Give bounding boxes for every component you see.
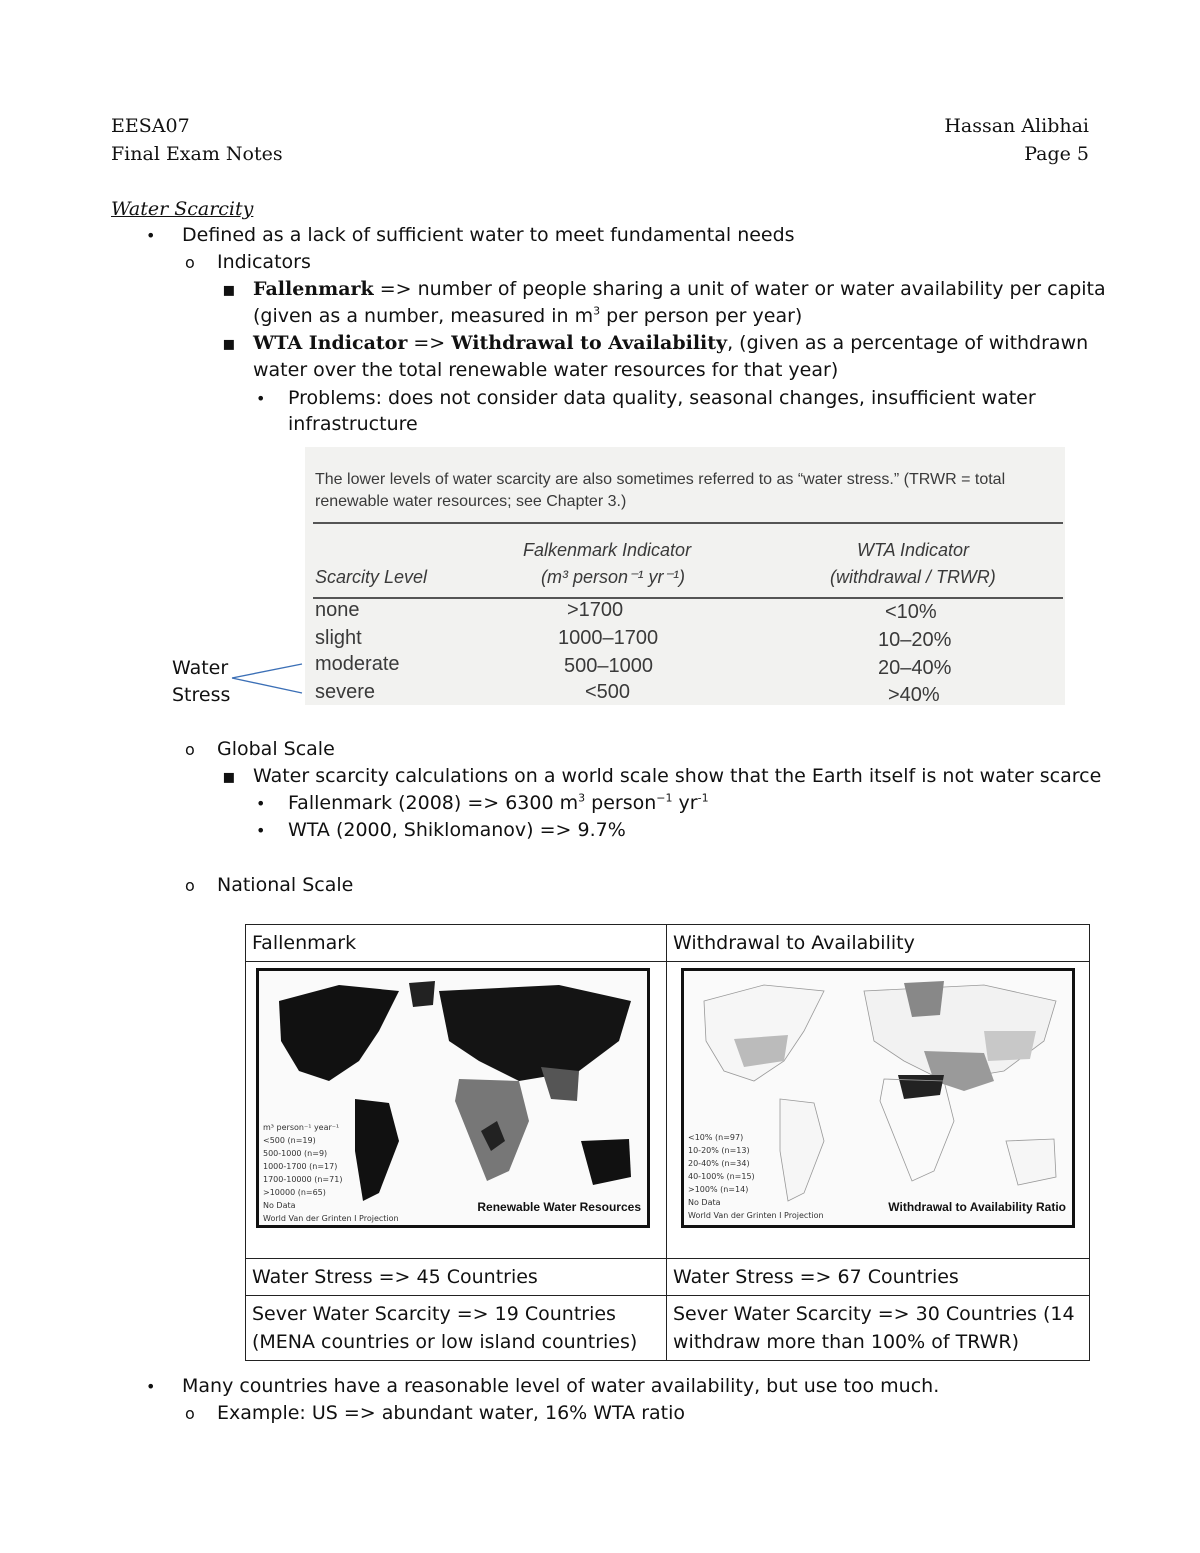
global-wta: WTA (2000, Shiklomanov) => 9.7%: [288, 819, 626, 841]
fallenmark-unit-sup: 3: [593, 304, 601, 318]
row-falkenmark: >1700: [567, 599, 624, 621]
severe-line-1: Sever Water Scarcity => 30 Countries (14: [673, 1303, 1075, 1325]
legend-item: >10000 (n=65): [263, 1188, 326, 1197]
water-stress-label-2: Stress: [172, 684, 231, 706]
legend-item: >100% (n=14): [688, 1185, 749, 1194]
severe-line-1: Sever Water Scarcity => 19 Countries: [252, 1303, 616, 1325]
global-falk-sup2: −1: [656, 791, 673, 805]
bullet-circle: [185, 249, 195, 276]
legend-item: World Van der Grinten I Projection: [263, 1214, 399, 1223]
map2-legend: [688, 1131, 824, 1222]
table-row: [246, 962, 1090, 1259]
bullet-disc: [256, 817, 265, 844]
bullet-circle: [185, 1400, 195, 1427]
legend-item: <500 (n=19): [263, 1136, 316, 1145]
legend-item: m³ person⁻¹ year⁻¹: [263, 1123, 340, 1132]
water-stress-label-1: Water: [172, 657, 229, 679]
severe-count-wta: [667, 1296, 1090, 1361]
map-cell-fallenmark: [246, 962, 667, 1259]
row-wta: >40%: [888, 684, 940, 706]
map1-legend: [263, 1121, 399, 1225]
document-title: Final Exam Notes: [111, 143, 283, 165]
row-falkenmark: <500: [585, 681, 631, 703]
problems-line-1: Problems: does not consider data quality, seasonal changes, insufficient water: [288, 387, 1036, 409]
bracket-line-lower: [232, 678, 302, 693]
legend-item: <10% (n=97): [688, 1133, 744, 1142]
bullet-circle: [185, 736, 195, 763]
global-falkenmark: [288, 790, 709, 817]
falkenmark-header: Falkenmark Indicator: [523, 540, 692, 560]
closing-example: Example: US => abundant water, 16% WTA ratio: [217, 1402, 686, 1424]
row-falkenmark: 500–1000: [564, 655, 653, 677]
wta-desc: , (given as a percentage of withdrawn: [727, 332, 1089, 354]
table-row: [246, 925, 1090, 962]
fallenmark-line-2: [253, 303, 802, 330]
bullet-disc: [146, 1373, 155, 1400]
table-header-rule: [313, 597, 1063, 599]
bullet-disc: [146, 222, 155, 249]
legend-item: 40-100% (n=15): [688, 1172, 755, 1181]
south-asia-shape: [541, 1067, 579, 1101]
fallenmark-unit-a: (given as a number, measured in m: [253, 305, 594, 327]
severe-line-2: (MENA countries or low island countries): [252, 1331, 638, 1353]
row-falkenmark: 1000–1700: [558, 627, 659, 649]
map2-title: Withdrawal to Availability Ratio: [888, 1200, 1066, 1214]
table-row: [246, 1259, 1090, 1296]
fallenmark-desc: => number of people sharing a unit of water or water availability per capita: [373, 278, 1106, 300]
wta-line-2: water over the total renewable water resources for that year): [253, 359, 839, 381]
national-scale-table: [245, 924, 1090, 1361]
wta-units: (withdrawal / TRWR): [830, 567, 996, 587]
bracket-line-upper: [232, 664, 302, 678]
row-level: moderate: [315, 653, 400, 675]
north-america-shape: [704, 985, 824, 1081]
greenland-shape: [409, 981, 435, 1007]
stress-count-fallenmark: Water Stress => 45 Countries: [246, 1259, 667, 1296]
author-name: Hassan Alibhai: [944, 115, 1089, 137]
wta-line: [253, 330, 1088, 357]
eurasia-shape: [439, 985, 631, 1081]
bullet-disc: [256, 790, 265, 817]
legend-item: No Data: [263, 1201, 296, 1210]
global-scale-text: Water scarcity calculations on a world scale show that the Earth itself is not water scarce: [253, 765, 1102, 787]
stress-count-wta: Water Stress => 67 Countries: [667, 1259, 1090, 1296]
table-caption: The lower levels of water scarcity are also sometimes referred to as “water stress.” (TRWR = total renewable water resources; see Chapter 3.): [315, 471, 1006, 510]
map-cell-wta: [667, 962, 1090, 1259]
problems-line-2: infrastructure: [288, 413, 418, 435]
renewable-water-map: [256, 968, 650, 1228]
course-code: EESA07: [111, 115, 190, 137]
severe-line-2: withdraw more than 100% of TRWR): [673, 1331, 1020, 1353]
global-falk-b: person: [585, 792, 657, 814]
bullet-circle: [185, 872, 195, 899]
australia-shape: [581, 1139, 631, 1185]
legend-item: 10-20% (n=13): [688, 1146, 750, 1155]
bullet-square: [222, 330, 236, 358]
fallenmark-line: [253, 276, 1106, 303]
scarcity-levels-table-image: [305, 447, 1065, 705]
legend-item: World Van der Grinten I Projection: [688, 1211, 824, 1220]
row-level: none: [315, 599, 360, 621]
fallenmark-term: Fallenmark: [253, 278, 374, 300]
wta-arrow: =>: [407, 332, 452, 354]
row-wta: 20–40%: [878, 657, 952, 679]
global-falk-a: Fallenmark (2008) => 6300 m: [288, 792, 579, 814]
wta-header: WTA Indicator: [857, 540, 970, 560]
china-shape: [984, 1031, 1036, 1061]
global-falk-c: yr: [672, 792, 698, 814]
north-america-shape: [279, 985, 399, 1081]
scarcity-level-header: Scarcity Level: [315, 567, 428, 587]
global-scale-label: Global Scale: [217, 738, 335, 760]
legend-item: 1000-1700 (n=17): [263, 1162, 338, 1171]
global-falk-sup3: -1: [697, 791, 709, 805]
section-title: Water Scarcity: [111, 198, 254, 220]
closing-text: Many countries have a reasonable level of water availability, but use too much.: [182, 1375, 940, 1397]
indicators-label: Indicators: [217, 251, 311, 273]
north-africa-shape: [898, 1075, 944, 1099]
row-level: severe: [315, 681, 376, 703]
legend-item: 500-1000 (n=9): [263, 1149, 328, 1158]
bullet-disc: [256, 385, 265, 412]
wta-term-full: Withdrawal to Availability: [451, 332, 728, 354]
fallenmark-unit-b: per person per year): [600, 305, 803, 327]
row-wta: <10%: [885, 601, 937, 623]
row-wta: 10–20%: [878, 629, 952, 651]
table-top-rule: [313, 522, 1063, 524]
australia-shape: [1006, 1139, 1056, 1185]
col-header-fallenmark: Fallenmark: [246, 925, 667, 962]
bullet-square: [222, 763, 236, 791]
table-row: [246, 1296, 1090, 1361]
page-number: Page 5: [1024, 143, 1089, 165]
legend-item: 20-40% (n=34): [688, 1159, 750, 1168]
national-scale-label: National Scale: [217, 874, 354, 896]
water-stress-bracket-lines: [228, 660, 308, 696]
row-level: slight: [315, 627, 362, 649]
severe-count-fallenmark: [246, 1296, 667, 1361]
wta-term: WTA Indicator: [253, 332, 408, 354]
map1-title: Renewable Water Resources: [477, 1200, 641, 1214]
legend-item: No Data: [688, 1198, 721, 1207]
falkenmark-units: (m³ person⁻¹ yr⁻¹): [541, 567, 685, 587]
col-header-wta: Withdrawal to Availability: [667, 925, 1090, 962]
withdrawal-availability-map: [681, 968, 1075, 1228]
global-falk-sup1: 3: [578, 791, 586, 805]
definition-text: Defined as a lack of sufficient water to meet fundamental needs: [182, 224, 795, 246]
bullet-square: [222, 276, 236, 304]
legend-item: 1700-10000 (n=71): [263, 1175, 343, 1184]
